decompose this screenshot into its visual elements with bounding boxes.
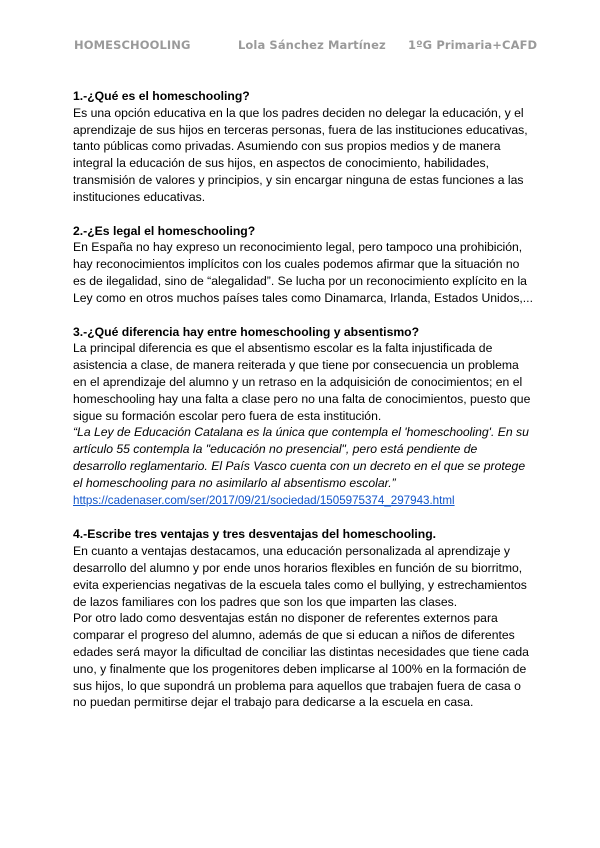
section-paragraph: La principal diferencia es que el absentismo escolar es la falta injustificada de asistencia a clase, de manera reiterada y que tiene por consecuencia un problema en el aprendizaje del alumno y un retraso en la adquisición de conocimientos; en el homeschooling hay una falta a clase pero no una falta de conocimientos, puesto que sigue su formación escolar pero fuera de esta institución.: [73, 341, 531, 423]
section-title: 4.-Escribe tres ventajas y tres desventajas del homeschooling.: [73, 527, 437, 542]
section-paragraph: En España no hay expreso un reconocimiento legal, pero tampoco una prohibición, hay reconocimientos implícitos con los cuales podemos afirmar que la situación no es de ilegalidad, sino de “alegalidad”. Se lucha por un reconocimiento explícito en la Ley como en otros muchos países tales como Dinamarca, Irlanda, Estados Unidos,...: [73, 240, 533, 305]
quote-block: “La Ley de Educación Catalana es la única que contempla el 'homeschooling'. En su artículo 55 contempla la "educación no presencial", pero está pendiente de desarrollo reglamentario. El País Vasco cuenta con un decreto en el que se protege el homeschooling para no asimilarlo al absentismo escolar.”: [73, 425, 529, 490]
section-2: [73, 223, 533, 307]
section-1: [73, 88, 533, 206]
section-4: [73, 526, 533, 711]
header-subject: HOMESCHOOLING: [74, 38, 191, 52]
section-title: 2.-¿Es legal el homeschooling?: [73, 223, 256, 238]
section-3: [73, 324, 533, 510]
header-author: Lola Sánchez Martínez: [238, 38, 386, 52]
source-link[interactable]: https://cadenaser.com/ser/2017/09/21/sociedad/1505975374_297943.html: [73, 493, 455, 507]
section-paragraph: En cuanto a ventajas destacamos, una educación personalizada al aprendizaje y desarrollo del alumno y por ende unos horarios flexibles en función de su biorritmo, evita experiencias negativas de la escuela tales como el bullying, y estrechamientos de lazos familiares con los padres que son los que imparten las clases.: [73, 544, 527, 609]
page-header: [74, 38, 538, 54]
header-course: 1ºG Primaria+CAFD: [408, 38, 538, 52]
section-title: 3.-¿Qué diferencia hay entre homeschooling y absentismo?: [73, 324, 420, 339]
document-body: [73, 88, 533, 728]
section-paragraph: Por otro lado como desventajas están no disponer de referentes externos para comparar el progreso del alumno, además de que si educan a niños de diferentes edades será mayor la dificultad de conciliar las distintas necesidades que tiene cada uno, y finalmente que los progenitores deben implicarse al 100% en la formación de sus hijos, lo que supondrá un problema para aquellos que trabajen fuera de casa o no puedan permitirse dejar el trabajo para dedicarse a la escuela en casa.: [73, 611, 529, 710]
section-paragraph: Es una opción educativa en la que los padres deciden no delegar la educación, y el aprendizaje de sus hijos en terceras personas, fuera de las instituciones educativas, tanto públicas como privadas. Asumiendo con sus propios medios y de manera integral la educación de sus hijos, en aspectos de conocimiento, habilidades, transmisión de valores y principios, y sin encargar ninguna de estas funciones a las instituciones educativas.: [73, 105, 528, 204]
section-title: 1.-¿Qué es el homeschooling?: [73, 89, 250, 103]
